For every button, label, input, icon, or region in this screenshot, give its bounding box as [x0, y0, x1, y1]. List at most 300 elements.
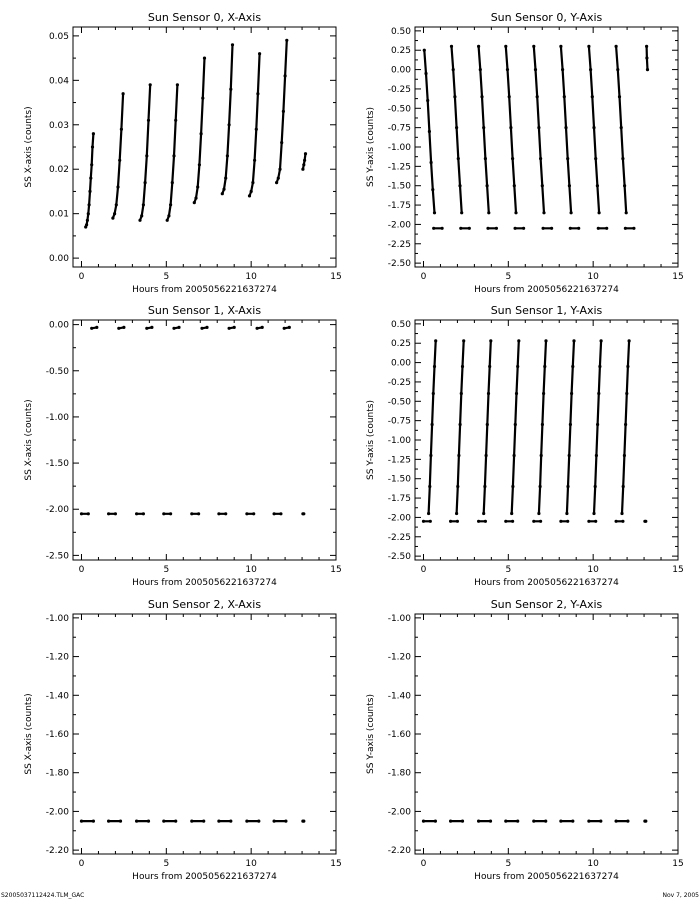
- data-point: [564, 126, 567, 129]
- data-point: [568, 184, 571, 187]
- data-point: [176, 83, 179, 86]
- data-point: [504, 45, 507, 48]
- data-point: [171, 181, 174, 184]
- x-tick-label: 0: [78, 272, 85, 282]
- y-axis-label: SS Y-axis (counts): [366, 400, 376, 480]
- data-point: [477, 45, 480, 48]
- data-point: [449, 520, 452, 523]
- data-point: [190, 512, 193, 515]
- data-segment: [140, 85, 150, 221]
- data-segment: [589, 46, 599, 212]
- data-point: [645, 56, 648, 59]
- data-point: [587, 820, 590, 823]
- data-point: [145, 327, 148, 330]
- data-point: [592, 126, 595, 129]
- data-point: [428, 485, 431, 488]
- data-point: [589, 68, 592, 71]
- data-point: [303, 159, 306, 162]
- data-point: [431, 423, 434, 426]
- chart-title: Sun Sensor 0, X-Axis: [147, 11, 262, 24]
- y-tick-label: -2.25: [387, 532, 411, 543]
- data-point: [517, 339, 520, 342]
- y-tick-label: -0.50: [387, 104, 411, 115]
- data-point: [511, 157, 514, 160]
- y-tick-label: -2.00: [387, 807, 411, 818]
- data-point: [162, 820, 165, 823]
- data-point: [456, 485, 459, 488]
- data-point: [644, 820, 647, 823]
- data-point: [539, 485, 542, 488]
- data-point: [460, 211, 463, 214]
- data-point: [233, 326, 236, 329]
- y-tick-label: 0.25: [390, 46, 411, 57]
- data-point: [565, 512, 568, 515]
- y-tick-label: 0.03: [48, 120, 69, 131]
- data-point: [162, 512, 165, 515]
- y-tick-label: -1.00: [387, 436, 411, 446]
- data-point: [301, 168, 304, 171]
- data-point: [566, 520, 569, 523]
- data-point: [624, 227, 627, 230]
- data-point: [594, 485, 597, 488]
- data-point: [304, 152, 307, 155]
- data-point: [197, 512, 200, 515]
- y-tick-label: -1.60: [45, 730, 69, 740]
- data-point: [280, 141, 283, 144]
- data-point: [504, 820, 507, 823]
- y-tick-label: -1.00: [45, 613, 69, 624]
- y-tick-label: -1.40: [387, 691, 411, 702]
- data-point: [597, 227, 600, 230]
- data-point: [426, 99, 429, 102]
- data-point: [144, 181, 147, 184]
- y-tick-label: -2.00: [387, 220, 411, 231]
- chart-panel-0: [24, 11, 342, 295]
- data-point: [559, 45, 562, 48]
- x-axis-label: Hours from 2005056221637274: [474, 285, 619, 295]
- data-point: [283, 327, 286, 330]
- data-point: [592, 512, 595, 515]
- data-point: [460, 392, 463, 395]
- data-point: [174, 119, 177, 122]
- data-point: [620, 126, 623, 129]
- x-tick-label: 0: [78, 565, 85, 575]
- data-point: [113, 212, 116, 215]
- data-point: [458, 184, 461, 187]
- data-point: [275, 181, 278, 184]
- data-point: [432, 227, 435, 230]
- data-point: [169, 203, 172, 206]
- data-point: [511, 485, 514, 488]
- data-point: [559, 820, 562, 823]
- data-point: [92, 820, 95, 823]
- x-tick-label: 5: [163, 565, 170, 575]
- data-point: [597, 392, 600, 395]
- data-point: [571, 365, 574, 368]
- data-point: [542, 392, 545, 395]
- data-point: [480, 95, 483, 98]
- data-point: [559, 520, 562, 523]
- data-point: [591, 95, 594, 98]
- data-point: [302, 512, 305, 515]
- data-point: [228, 327, 231, 330]
- data-point: [542, 227, 545, 230]
- data-segment: [167, 85, 177, 221]
- data-point: [196, 185, 199, 188]
- data-point: [594, 157, 597, 160]
- data-point: [428, 130, 431, 133]
- data-point: [569, 423, 572, 426]
- data-point: [624, 423, 627, 426]
- data-point: [632, 227, 635, 230]
- data-point: [537, 512, 540, 515]
- x-axis-label: Hours from 2005056221637274: [132, 578, 277, 588]
- y-tick-label: 0.04: [48, 76, 69, 87]
- y-tick-label: 0.01: [48, 209, 69, 220]
- data-point: [166, 219, 169, 222]
- data-point: [89, 177, 92, 180]
- data-point: [486, 227, 489, 230]
- y-tick-label: 0.25: [390, 339, 411, 350]
- data-point: [91, 145, 94, 148]
- data-point: [495, 227, 498, 230]
- data-point: [253, 159, 256, 162]
- data-point: [167, 214, 170, 217]
- data-point: [569, 227, 572, 230]
- x-tick-label: 0: [78, 859, 85, 869]
- data-point: [566, 157, 569, 160]
- data-point: [457, 454, 460, 457]
- y-tick-label: -1.00: [387, 143, 411, 153]
- data-point: [135, 820, 138, 823]
- y-axis-label: SS Y-axis (counts): [366, 107, 376, 187]
- data-point: [429, 454, 432, 457]
- x-tick-label: 10: [587, 272, 599, 282]
- data-point: [514, 423, 517, 426]
- x-axis-label: Hours from 2005056221637274: [132, 285, 277, 295]
- data-point: [217, 820, 220, 823]
- data-point: [120, 128, 123, 131]
- data-point: [117, 327, 120, 330]
- data-point: [256, 92, 259, 95]
- data-point: [541, 184, 544, 187]
- data-point: [95, 326, 98, 329]
- chart-panel-3: [366, 304, 684, 588]
- data-point: [145, 154, 148, 157]
- data-point: [228, 123, 231, 126]
- data-point: [570, 211, 573, 214]
- y-tick-label: 0.00: [390, 65, 411, 76]
- data-point: [226, 154, 229, 157]
- chart-title: Sun Sensor 1, X-Axis: [147, 304, 262, 317]
- data-point: [224, 177, 227, 180]
- data-point: [542, 211, 545, 214]
- data-point: [90, 327, 93, 330]
- data-point: [432, 392, 435, 395]
- y-tick-label: -1.60: [387, 730, 411, 740]
- data-point: [482, 512, 485, 515]
- chart-panel-1: [366, 11, 684, 295]
- data-point: [544, 339, 547, 342]
- data-point: [539, 520, 542, 523]
- chart-panel-5: [366, 598, 684, 882]
- data-point: [430, 161, 433, 164]
- data-segment: [506, 46, 516, 212]
- data-point: [229, 88, 232, 91]
- data-point: [222, 188, 225, 191]
- y-tick-label: 0.50: [390, 26, 411, 37]
- y-tick-label: -1.00: [387, 613, 411, 624]
- data-point: [115, 203, 118, 206]
- data-point: [114, 512, 117, 515]
- data-point: [626, 365, 629, 368]
- data-point: [563, 95, 566, 98]
- data-point: [455, 126, 458, 129]
- x-tick-label: 5: [505, 272, 512, 282]
- data-point: [509, 126, 512, 129]
- data-point: [456, 520, 459, 523]
- data-point: [258, 52, 261, 55]
- data-point: [147, 119, 150, 122]
- y-axis-label: SS Y-axis (counts): [366, 694, 376, 774]
- data-point: [80, 820, 83, 823]
- x-tick-label: 0: [420, 272, 427, 282]
- data-point: [256, 327, 259, 330]
- x-tick-label: 15: [672, 272, 684, 282]
- data-point: [80, 512, 83, 515]
- plot-frame: [73, 320, 336, 560]
- x-tick-label: 5: [505, 859, 512, 869]
- data-point: [87, 512, 90, 515]
- data-segment: [194, 58, 204, 203]
- y-tick-label: -1.80: [45, 768, 69, 779]
- data-point: [479, 68, 482, 71]
- y-tick-label: -2.00: [387, 513, 411, 524]
- data-point: [285, 39, 288, 42]
- data-point: [483, 485, 486, 488]
- data-point: [477, 820, 480, 823]
- y-tick-label: -0.25: [387, 84, 411, 95]
- data-point: [596, 184, 599, 187]
- data-point: [539, 157, 542, 160]
- x-tick-label: 0: [420, 565, 427, 575]
- data-point: [224, 512, 227, 515]
- data-point: [484, 520, 487, 523]
- data-point: [150, 326, 153, 329]
- data-point: [203, 57, 206, 60]
- data-segment: [222, 45, 232, 194]
- data-point: [645, 45, 648, 48]
- data-point: [172, 154, 175, 157]
- data-point: [595, 454, 598, 457]
- data-point: [468, 227, 471, 230]
- data-point: [623, 454, 626, 457]
- data-point: [522, 227, 525, 230]
- data-point: [229, 820, 232, 823]
- data-point: [600, 339, 603, 342]
- data-point: [111, 217, 114, 220]
- data-point: [623, 184, 626, 187]
- data-point: [251, 181, 254, 184]
- y-tick-label: -0.50: [387, 397, 411, 408]
- data-point: [452, 68, 455, 71]
- data-point: [594, 520, 597, 523]
- data-point: [277, 177, 280, 180]
- x-axis-label: Hours from 2005056221637274: [132, 872, 277, 882]
- data-point: [149, 83, 152, 86]
- chart-title: Sun Sensor 1, Y-Axis: [490, 304, 603, 317]
- data-point: [566, 485, 569, 488]
- data-point: [515, 392, 518, 395]
- data-point: [90, 163, 93, 166]
- data-point: [532, 45, 535, 48]
- x-tick-label: 10: [587, 565, 599, 575]
- data-point: [118, 159, 121, 162]
- y-tick-label: 0.00: [390, 358, 411, 369]
- data-point: [537, 126, 540, 129]
- data-point: [450, 45, 453, 48]
- data-point: [577, 227, 580, 230]
- data-point: [628, 339, 631, 342]
- data-point: [423, 49, 426, 52]
- y-tick-label: -1.20: [45, 652, 69, 663]
- data-point: [107, 512, 110, 515]
- data-point: [550, 227, 553, 230]
- data-point: [202, 820, 205, 823]
- data-point: [250, 190, 253, 193]
- data-point: [626, 820, 629, 823]
- data-point: [422, 520, 425, 523]
- data-segment: [479, 46, 489, 212]
- data-point: [620, 512, 623, 515]
- data-point: [119, 820, 122, 823]
- chart-title: Sun Sensor 2, X-Axis: [147, 598, 262, 611]
- y-tick-label: -2.50: [387, 259, 411, 270]
- x-tick-label: 10: [587, 859, 599, 869]
- y-tick-label: -1.75: [387, 494, 411, 505]
- data-segment: [277, 40, 287, 182]
- y-tick-label: -1.50: [45, 459, 69, 470]
- y-tick-label: 0.00: [48, 320, 69, 331]
- x-tick-label: 10: [245, 859, 257, 869]
- data-point: [221, 192, 224, 195]
- data-point: [457, 157, 460, 160]
- data-point: [536, 95, 539, 98]
- data-point: [138, 219, 141, 222]
- data-point: [644, 520, 647, 523]
- data-point: [598, 211, 601, 214]
- y-tick-label: -1.40: [45, 691, 69, 702]
- data-point: [273, 512, 276, 515]
- data-point: [174, 820, 177, 823]
- data-point: [434, 339, 437, 342]
- data-point: [571, 820, 574, 823]
- y-tick-label: 0.50: [390, 319, 411, 330]
- y-tick-label: -1.25: [387, 455, 411, 466]
- y-tick-label: -1.50: [387, 181, 411, 192]
- y-axis-label: SS X-axis (counts): [24, 399, 34, 481]
- data-point: [477, 520, 480, 523]
- data-point: [508, 95, 511, 98]
- y-tick-label: 0.00: [48, 254, 69, 265]
- data-point: [544, 820, 547, 823]
- y-tick-label: -0.50: [45, 366, 69, 377]
- data-point: [279, 512, 282, 515]
- data-point: [625, 211, 628, 214]
- data-point: [255, 128, 258, 131]
- data-point: [86, 219, 89, 222]
- data-point: [122, 92, 125, 95]
- x-axis-label: Hours from 2005056221637274: [474, 872, 619, 882]
- data-point: [169, 512, 172, 515]
- data-point: [485, 454, 488, 457]
- data-point: [282, 110, 285, 113]
- data-point: [193, 201, 196, 204]
- x-tick-label: 15: [330, 565, 342, 575]
- data-point: [248, 194, 251, 197]
- x-tick-label: 15: [330, 859, 342, 869]
- data-point: [532, 520, 535, 523]
- data-point: [506, 68, 509, 71]
- data-point: [198, 163, 201, 166]
- data-point: [646, 68, 649, 71]
- data-point: [532, 820, 535, 823]
- data-point: [587, 520, 590, 523]
- data-point: [434, 820, 437, 823]
- data-point: [252, 512, 255, 515]
- data-segment: [250, 54, 260, 196]
- data-point: [142, 512, 145, 515]
- y-tick-label: -2.25: [387, 239, 411, 250]
- data-point: [510, 512, 513, 515]
- data-point: [568, 454, 571, 457]
- data-segment: [113, 94, 123, 218]
- y-tick-label: -2.00: [45, 807, 69, 818]
- data-point: [482, 126, 485, 129]
- data-segment: [452, 46, 462, 212]
- data-point: [177, 326, 180, 329]
- data-point: [257, 820, 260, 823]
- data-point: [513, 454, 516, 457]
- data-point: [486, 423, 489, 426]
- y-tick-label: 0.02: [48, 165, 69, 176]
- data-point: [142, 203, 145, 206]
- data-point: [598, 365, 601, 368]
- data-point: [135, 512, 138, 515]
- data-point: [85, 223, 88, 226]
- data-point: [540, 454, 543, 457]
- data-point: [147, 820, 150, 823]
- data-point: [140, 214, 143, 217]
- data-point: [441, 227, 444, 230]
- data-point: [88, 203, 91, 206]
- data-point: [424, 72, 427, 75]
- data-segment: [616, 46, 626, 212]
- y-tick-label: -2.20: [387, 846, 411, 857]
- data-point: [431, 188, 434, 191]
- data-point: [433, 365, 436, 368]
- data-point: [190, 820, 193, 823]
- data-point: [459, 227, 462, 230]
- data-point: [422, 820, 425, 823]
- y-tick-label: -2.00: [45, 505, 69, 516]
- x-tick-label: 0: [420, 859, 427, 869]
- y-tick-label: -2.50: [45, 551, 69, 562]
- x-axis-label: Hours from 2005056221637274: [474, 578, 619, 588]
- data-point: [453, 95, 456, 98]
- data-point: [284, 820, 287, 823]
- y-axis-label: SS X-axis (counts): [24, 106, 34, 188]
